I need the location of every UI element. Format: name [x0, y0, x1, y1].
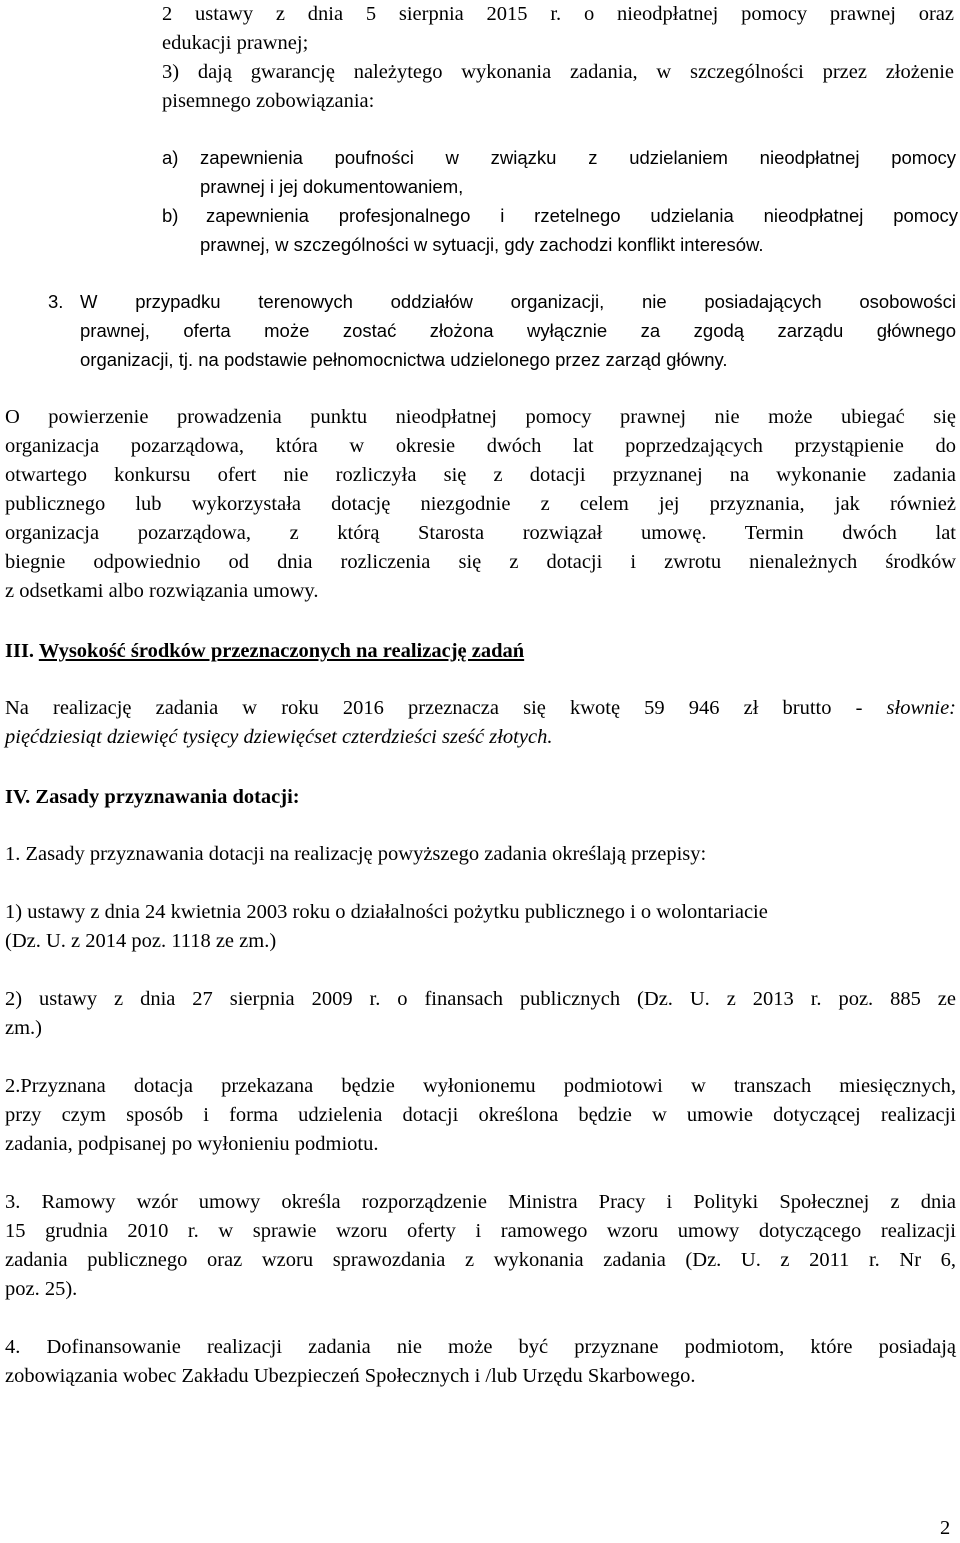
text-line: zadania publicznego oraz wzoru sprawozdania z wykonania zadania (Dz. U. z 2011 r. Nr 6,: [5, 1249, 956, 1271]
heading-number: III.: [5, 640, 35, 662]
text-line: 2 ustawy z dnia 5 sierpnia 2015 r. o nieodpłatnej pomocy prawnej oraz: [162, 3, 954, 25]
list-b-text: [200, 201, 958, 259]
text-line: 3. Ramowy wzór umowy określa rozporządzenie Ministra Pracy i Polityki Społecznej z dnia: [5, 1191, 956, 1213]
point-3: [48, 287, 956, 374]
text-line: 2.Przyznana dotacja przekazana będzie wyłonionemu podmiotowi w transzach miesięcznych,: [5, 1075, 956, 1097]
amount-in-words-label: słownie:: [886, 697, 956, 719]
text-line: prawnej, w szczególności w sytuacji, gdy zachodzi konflikt interesów.: [200, 234, 764, 255]
text-line: (Dz. U. z 2014 poz. 1118 ze zm.): [5, 930, 277, 952]
text-line: poz. 25).: [5, 1278, 78, 1300]
text-line: przy czym sposób i forma udzielenia dotacji określona będzie w umowie dotyczącej realizacji: [5, 1104, 956, 1126]
amount-text: Na realizację zadania w roku 2016 przeznacza się kwotę 59 946 zł brutto -: [5, 697, 863, 719]
amount-paragraph: [5, 694, 956, 752]
text-line: 4. Dofinansowanie realizacji zadania nie może być przyznane podmiotom, które posiadają: [5, 1336, 956, 1358]
rules-paragraph-4: [5, 1333, 956, 1391]
amount-in-words: pięćdziesiąt dziewięć tysięcy dziewięćset czterdzieści sześć złotych.: [5, 726, 553, 748]
text-line: z odsetkami albo rozwiązania umowy.: [5, 580, 319, 602]
rules-paragraph-3: [5, 1188, 956, 1304]
text-line: prawnej, oferta może zostać złożona wyłącznie za zgodą zarządu głównego: [80, 320, 956, 341]
rules-intro: 1. Zasady przyznawania dotacji na realizację powyższego zadania określają przepisy:: [5, 843, 707, 865]
text-line: organizacja pozarządowa, która w okresie dwóch lat poprzedzających przystąpienie do: [5, 435, 956, 457]
paragraph-eligibility: [5, 403, 956, 606]
text-line: edukacji prawnej;: [162, 32, 309, 54]
list-b: [162, 201, 956, 259]
text-line: zadania, podpisanej po wyłonieniu podmiotu.: [5, 1133, 379, 1155]
text-line: 2) ustawy z dnia 27 sierpnia 2009 r. o finansach publicznych (Dz. U. z 2013 r. poz. 885 ze: [5, 988, 956, 1010]
text-line: prawnej i jej dokumentowaniem,: [200, 176, 464, 197]
top-block: [162, 0, 954, 116]
text-line: zapewnienia profesjonalnego i rzetelnego udzielania nieodpłatnej pomocy: [206, 205, 958, 226]
text-line: O powierzenie prowadzenia punktu nieodpłatnej pomocy prawnej nie może ubiegać się: [5, 406, 956, 428]
page-number: 2: [940, 1517, 951, 1539]
text-line: publicznego lub wykorzystała dotację niezgodnie z celem jej przyznania, jak również: [5, 493, 956, 515]
rules-item-1: [5, 898, 956, 956]
rules-paragraph-2: [5, 1072, 956, 1159]
list-marker-b: b): [162, 205, 179, 226]
text-line: zapewnienia poufności w związku z udzielaniem nieodpłatnej pomocy: [200, 147, 956, 168]
text-line: 1) ustawy z dnia 24 kwietnia 2003 roku o działalności pożytku publicznego i o wolontariacie: [5, 901, 768, 923]
text-line: 3) dają gwarancję należytego wykonania zadania, w szczególności przez złożenie: [162, 61, 954, 83]
text-line: 15 grudnia 2010 r. w sprawie wzoru oferty i ramowego wzoru umowy dotyczącego realizacji: [5, 1220, 956, 1242]
text-line: otwartego konkursu ofert nie rozliczyła się z dotacji przyznanej na wykonanie zadania: [5, 464, 956, 486]
text-line: [5, 694, 956, 723]
text-line: organizacja pozarządowa, z którą Starosta rozwiązał umowę. Termin dwóch lat: [5, 522, 956, 544]
text-line: zobowiązania wobec Zakładu Ubezpieczeń Społecznych i /lub Urzędu Skarbowego.: [5, 1365, 696, 1387]
point-3-marker: 3.: [48, 291, 64, 312]
heading-title: Wysokość środków przeznaczonych na realizację zadań: [38, 640, 525, 662]
point-3-text: [80, 287, 956, 374]
list-a: [162, 143, 956, 201]
text-line: organizacji, tj. na podstawie pełnomocnictwa udzielonego przez zarząd główny.: [80, 349, 728, 370]
section-heading-iii: [5, 637, 524, 666]
rules-item-2: [5, 985, 956, 1043]
list-a-text: [200, 143, 956, 201]
list-marker-a: a): [162, 147, 179, 168]
section-heading-iv: IV. Zasady przyznawania dotacji:: [5, 786, 300, 808]
text-line: biegnie odpowiednio od dnia rozliczenia się z dotacji i zwrotu nienależnych środków: [5, 551, 956, 573]
text-line: pisemnego zobowiązania:: [162, 90, 375, 112]
text-line: zm.): [5, 1017, 42, 1039]
text-line: W przypadku terenowych oddziałów organizacji, nie posiadających osobowości: [80, 291, 956, 312]
